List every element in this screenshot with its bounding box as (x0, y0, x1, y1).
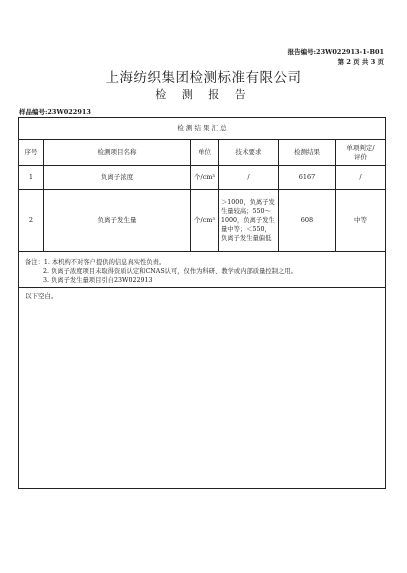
results-table (18, 117, 386, 489)
notes-line2: 2. 负离子浓度项目未取得资质认定和CNAS认可，仅作为科研、教学或内部质量控制之用。 (43, 268, 297, 276)
header-result: 检测结果 (279, 140, 336, 166)
row1-judgement: / (336, 166, 385, 190)
row2-requirement: ＞1000，负离子发 生量较高；550～ 1000，负离子发生 量中等；＜550， 负离子发生量偏低 (219, 190, 279, 252)
notes-line1: 备注：1. 本机构不对客户提供的信息真实性负责。 (25, 259, 166, 266)
row2-seq: 2 (19, 190, 44, 252)
header-item: 检测项目名称 (44, 140, 191, 166)
row1-seq: 1 (19, 166, 44, 190)
row1-requirement: / (219, 166, 279, 190)
row2-judgement: 中等 (336, 190, 385, 252)
row2-unit: 个/cm³ (191, 190, 219, 252)
notes-line3: 3. 负离子发生量项目引自23W022913 (43, 277, 153, 285)
header-unit: 单位 (191, 140, 219, 166)
notes-divider (19, 287, 385, 288)
row1-unit: 个/cm³ (191, 166, 219, 190)
row2-item: 负离子发生量 (44, 190, 191, 252)
notes-label: 备注： (25, 259, 44, 266)
header-seq: 序号 (19, 140, 44, 166)
row2-result: 608 (279, 190, 336, 252)
sample-number: 样品编号:23W022913 (19, 108, 91, 116)
table-title: 检 测 结 果 汇 总 (19, 118, 385, 140)
row1-item: 负离子浓度 (44, 166, 191, 190)
header-judgement: 单项判定/ 评价 (336, 140, 385, 166)
blank-text: 以下空白。 (25, 292, 58, 300)
report-number: 报告编号:23W022913-1-B01 (287, 48, 384, 56)
document-title: 检 测 报 告 (155, 88, 252, 101)
company-name: 上海纺织集团检测标准有限公司 (105, 70, 302, 86)
row1-result: 6167 (279, 166, 336, 190)
page-info: 第 2 页 共 3 页 (337, 58, 384, 66)
header-requirement: 技术要求 (219, 140, 279, 166)
notes (25, 258, 380, 285)
